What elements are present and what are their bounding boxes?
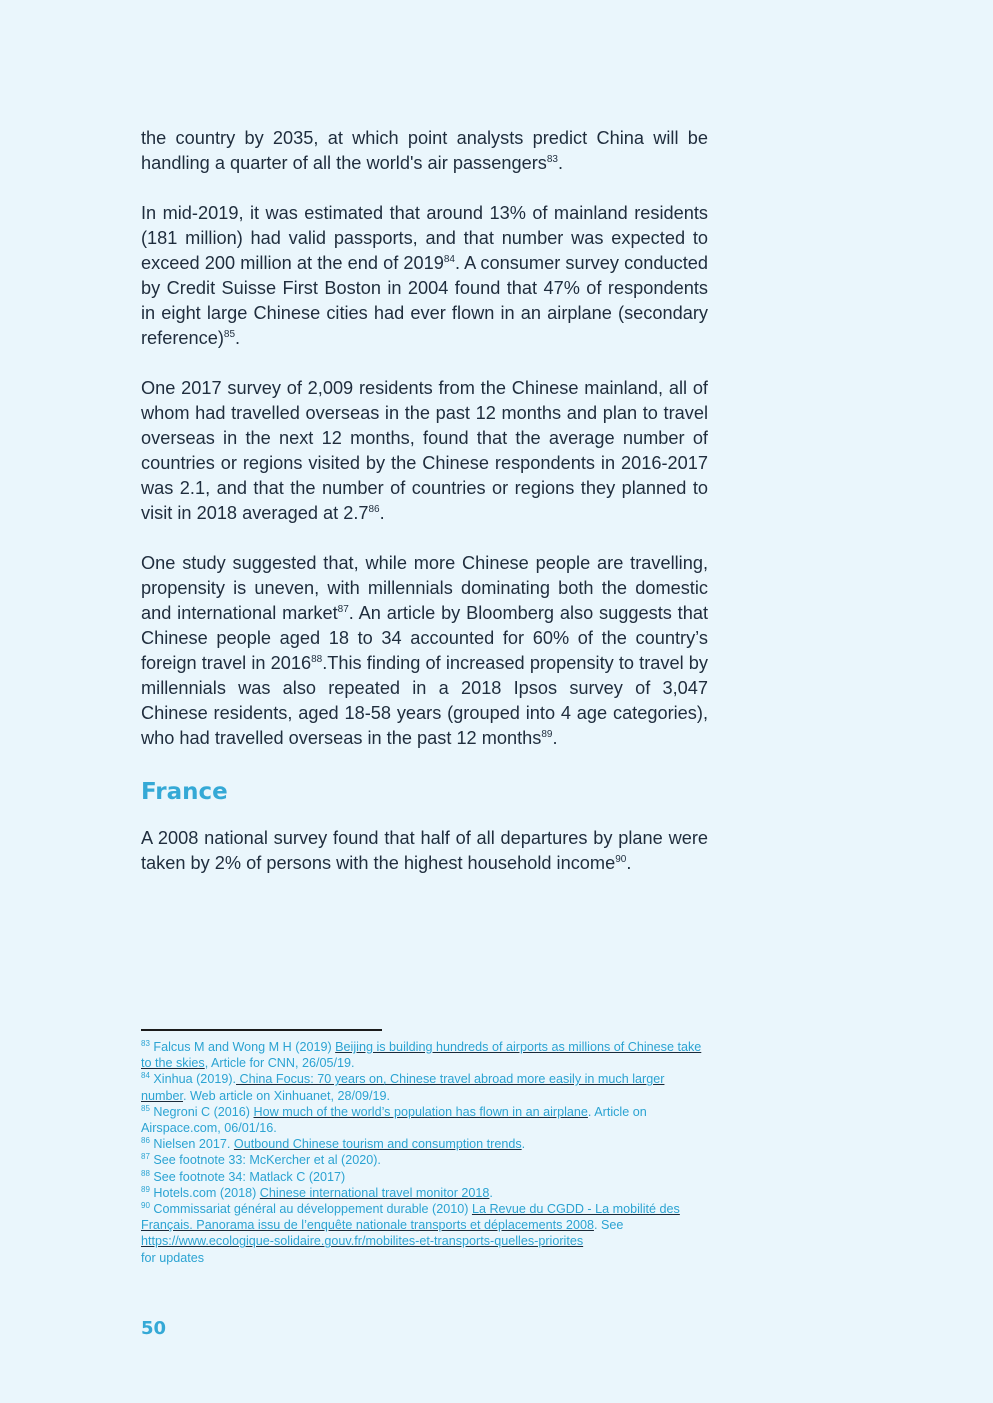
footnote-84 bbox=[141, 1071, 711, 1103]
footnotes bbox=[141, 1039, 711, 1266]
footnote-89 bbox=[141, 1185, 711, 1201]
footnote-link[interactable]: China Focus: 70 years on, Chinese travel abroad more easily in much larger number bbox=[141, 1072, 665, 1103]
footnote-divider bbox=[141, 1029, 382, 1031]
footnote-83 bbox=[141, 1039, 711, 1071]
footnote-link[interactable]: How much of the world’s population has flown in an airplane bbox=[253, 1104, 588, 1119]
page-number: 50 bbox=[141, 1318, 167, 1339]
footnote-ref[interactable]: 90 bbox=[615, 853, 627, 865]
footnote-text: . bbox=[521, 1137, 526, 1152]
paragraph-text: One study suggested that, while more Chinese people are travelling, propensity is uneven, with millennials dominating both the domestic and international market bbox=[141, 553, 708, 623]
footnote-link[interactable]: La Revue du CGDD - La mobilité des Français. Panorama issu de l’enquête nationale transports et déplacements 2008 bbox=[141, 1202, 680, 1233]
footnote-link[interactable]: Beijing is building hundreds of airports as millions of Chinese take to the skies bbox=[141, 1040, 702, 1071]
paragraph-text: One 2017 survey of 2,009 residents from the Chinese mainland, all of whom had travelled overseas in the past 12 months and plan to travel overseas in the next 12 months, found that the average number of countries or regions visited by the Chinese respondents in 2016-2017 was 2.1, and that the number of countries or regions they planned to visit in 2018 averaged at 2.7 bbox=[141, 378, 708, 523]
footnote-text: Xinhua (2019). bbox=[149, 1072, 237, 1087]
footnote-text: for updates bbox=[141, 1250, 205, 1265]
footnote-number: 90 bbox=[141, 1200, 150, 1210]
footnote-number: 89 bbox=[141, 1184, 150, 1194]
footnote-number: 83 bbox=[141, 1038, 150, 1048]
paragraph-air-passengers bbox=[141, 126, 708, 176]
footnote-ref[interactable]: 87 bbox=[337, 603, 349, 615]
paragraph-text: A 2008 national survey found that half of all departures by plane were taken by 2% of persons with the highest household income bbox=[141, 828, 708, 873]
footnote-link[interactable]: Outbound Chinese tourism and consumption trends bbox=[233, 1137, 522, 1152]
paragraph-text: the country by 2035, at which point analysts predict China will be handling a quarter of all the world's air passengers bbox=[141, 128, 708, 173]
paragraph-text: . bbox=[557, 153, 564, 173]
footnote-text: . bbox=[489, 1185, 493, 1200]
footnote-text: See footnote 33: McKercher et al (2020). bbox=[149, 1153, 381, 1168]
footnote-86 bbox=[141, 1136, 711, 1152]
main-content bbox=[141, 126, 708, 901]
footnote-number: 86 bbox=[141, 1136, 150, 1146]
footnote-ref[interactable]: 86 bbox=[368, 503, 380, 515]
footnote-number: 84 bbox=[141, 1071, 150, 1081]
footnote-ref[interactable]: 88 bbox=[311, 653, 323, 665]
footnote-number: 88 bbox=[141, 1168, 150, 1178]
footnote-text: Negroni C (2016) bbox=[149, 1104, 254, 1119]
paragraph-passports bbox=[141, 201, 708, 351]
paragraph-text: . A consumer survey conducted by Credit Suisse First Boston in 2004 found that 47% of respondents in eight large Chinese cities had ever flown in an airplane (secondary reference) bbox=[141, 253, 708, 348]
footnote-text: Nielsen 2017. bbox=[149, 1137, 234, 1152]
footnote-text: Hotels.com (2018) bbox=[149, 1185, 260, 1200]
paragraph-text: In mid-2019, it was estimated that around 13% of mainland residents (181 million) had valid passports, and that number was expected to exceed 200 million at the end of 2019 bbox=[141, 203, 708, 273]
footnote-text: See footnote 34: Matlack C (2017) bbox=[149, 1169, 346, 1184]
footnote-87 bbox=[141, 1152, 711, 1168]
footnote-text: , Article for CNN, 26/05/19. bbox=[204, 1056, 355, 1071]
paragraph-text: .This finding of increased propensity to travel by millennials was also repeated in a 2018 Ipsos survey of 3,047 Chinese residents, aged 18-58 years (grouped into 4 age categories), who had travelled overseas in the past 12 months bbox=[141, 653, 708, 748]
footnote-number: 87 bbox=[141, 1152, 150, 1162]
footnote-ref[interactable]: 83 bbox=[546, 153, 558, 165]
footnote-text: . See bbox=[593, 1218, 624, 1233]
footnote-text: . Web article on Xinhuanet, 28/09/19. bbox=[183, 1088, 391, 1103]
footnote-ref[interactable]: 84 bbox=[443, 253, 455, 265]
footnote-ref[interactable]: 85 bbox=[223, 328, 236, 340]
footnote-url-link[interactable]: https://www.ecologique-solidaire.gouv.fr/mobilites-et-transports-quelles-priorites bbox=[141, 1234, 584, 1249]
paragraph-survey-2017 bbox=[141, 376, 708, 526]
paragraph-text: . bbox=[552, 728, 558, 748]
footnote-90 bbox=[141, 1201, 711, 1266]
paragraph-millennials bbox=[141, 551, 708, 751]
footnote-text: Commissariat général au développement durable (2010) bbox=[149, 1202, 472, 1217]
paragraph-text: . bbox=[626, 853, 632, 873]
footnote-text: . Article on Airspace.com, 06/01/16. bbox=[141, 1104, 647, 1136]
footnote-ref[interactable]: 89 bbox=[541, 728, 553, 740]
paragraph-text: . bbox=[379, 503, 385, 523]
paragraph-text: . An article by Bloomberg also suggests that Chinese people aged 18 to 34 accounted for 60% of the country’s foreign travel in 2016 bbox=[141, 603, 709, 673]
footnote-link[interactable]: Chinese international travel monitor 2018 bbox=[259, 1185, 490, 1200]
paragraph-text: . bbox=[235, 328, 241, 348]
section-heading: France bbox=[141, 779, 228, 805]
footnote-text: Falcus M and Wong M H (2019) bbox=[149, 1040, 336, 1054]
footnote-85 bbox=[141, 1104, 711, 1136]
paragraph-france bbox=[141, 826, 708, 876]
footnote-88 bbox=[141, 1169, 711, 1185]
footnote-number: 85 bbox=[141, 1103, 150, 1113]
